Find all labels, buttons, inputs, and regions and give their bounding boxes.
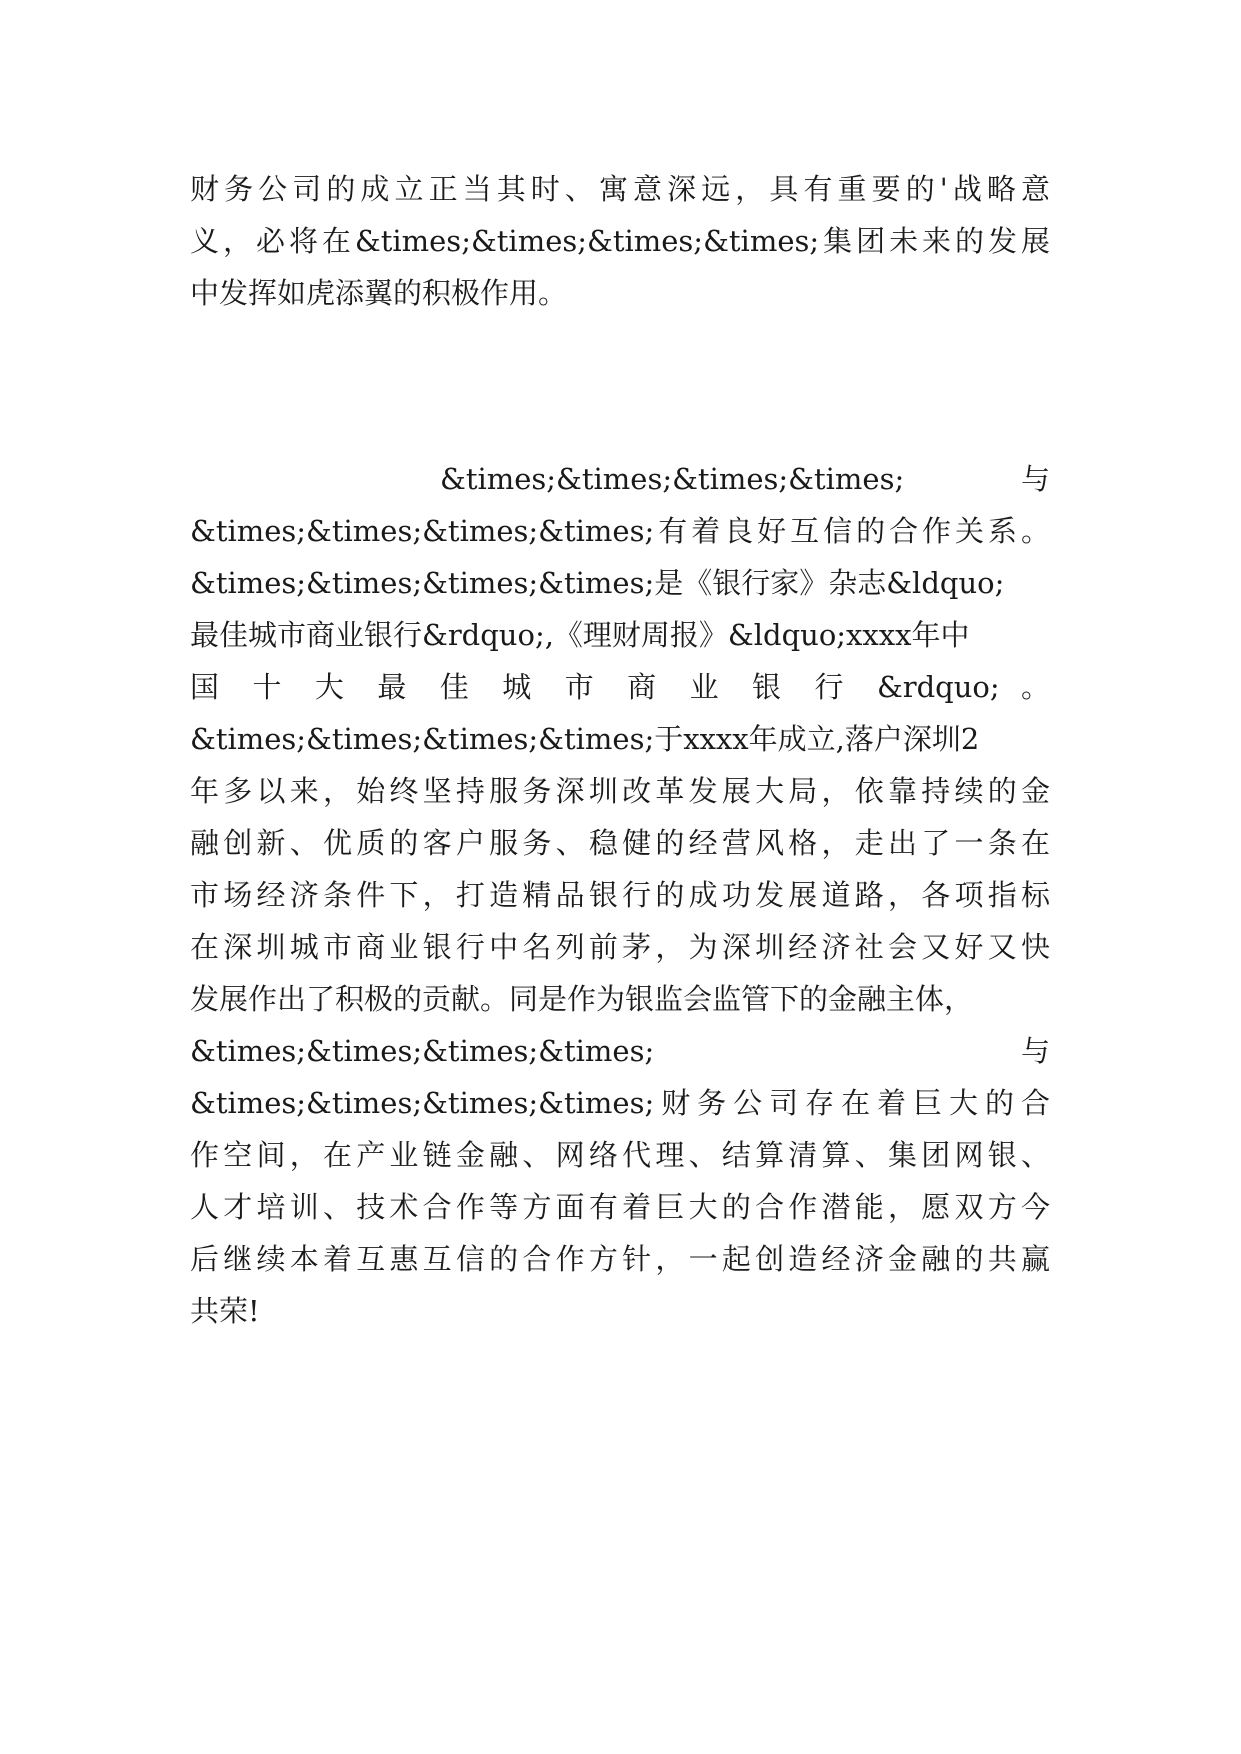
paragraph-1-line-2: 义，必将在&times;&times;&times;&times;集团未来的发展	[190, 224, 1050, 258]
paragraph-2-line-5: 国 十 大 最 佳 城 市 商 业 银 行 &rdquo; 。	[190, 670, 1050, 704]
paragraph-2-line-16: 后继续本着互惠互信的合作方针，一起创造经济金融的共赢	[190, 1242, 1050, 1276]
paragraph-2-line-14: 作空间，在产业链金融、网络代理、结算清算、集团网银、	[190, 1138, 1050, 1172]
paragraph-2-line-7: 年多以来，始终坚持服务深圳改革发展大局，依靠持续的金	[190, 774, 1050, 808]
paragraph-2-line-3: &times;&times;&times;&times;是《银行家》杂志&ldquo;	[190, 566, 1005, 600]
paragraph-2-line-9: 市场经济条件下，打造精品银行的成功发展道路，各项指标	[190, 878, 1050, 912]
paragraph-2-line-10: 在深圳城市商业银行中名列前茅，为深圳经济社会又好又快	[190, 930, 1050, 964]
paragraph-2-line-6: &times;&times;&times;&times;于xxxx年成立,落户深圳2	[190, 722, 980, 756]
paragraph-2-line-15: 人才培训、技术合作等方面有着巨大的合作潜能，愿双方今	[190, 1190, 1050, 1224]
paragraph-1-line-1: 财务公司的成立正当其时、寓意深远，具有重要的'战略意	[190, 172, 1050, 206]
paragraph-2-line-13: &times;&times;&times;&times;财务公司存在着巨大的合	[190, 1086, 1050, 1120]
paragraph-2-line-4: 最佳城市商业银行&rdquo;,《理财周报》&ldquo;xxxx年中	[190, 618, 970, 652]
paragraph-2-line-17: 共荣!	[190, 1294, 260, 1328]
paragraph-2-line-1: &times;&times;&times;&times; 与	[440, 462, 1050, 496]
paragraph-2-line-11: 发展作出了积极的贡献。同是作为银监会监管下的金融主体，	[190, 982, 974, 1016]
paragraph-2-line-2: &times;&times;&times;&times;有着良好互信的合作关系。	[190, 514, 1050, 548]
paragraph-2-line-8: 融创新、优质的客户服务、稳健的经营风格，走出了一条在	[190, 826, 1050, 860]
paragraph-2-line-12: &times;&times;&times;&times; 与	[190, 1034, 1050, 1068]
paragraph-1-line-3: 中发挥如虎添翼的积极作用。	[190, 276, 568, 310]
